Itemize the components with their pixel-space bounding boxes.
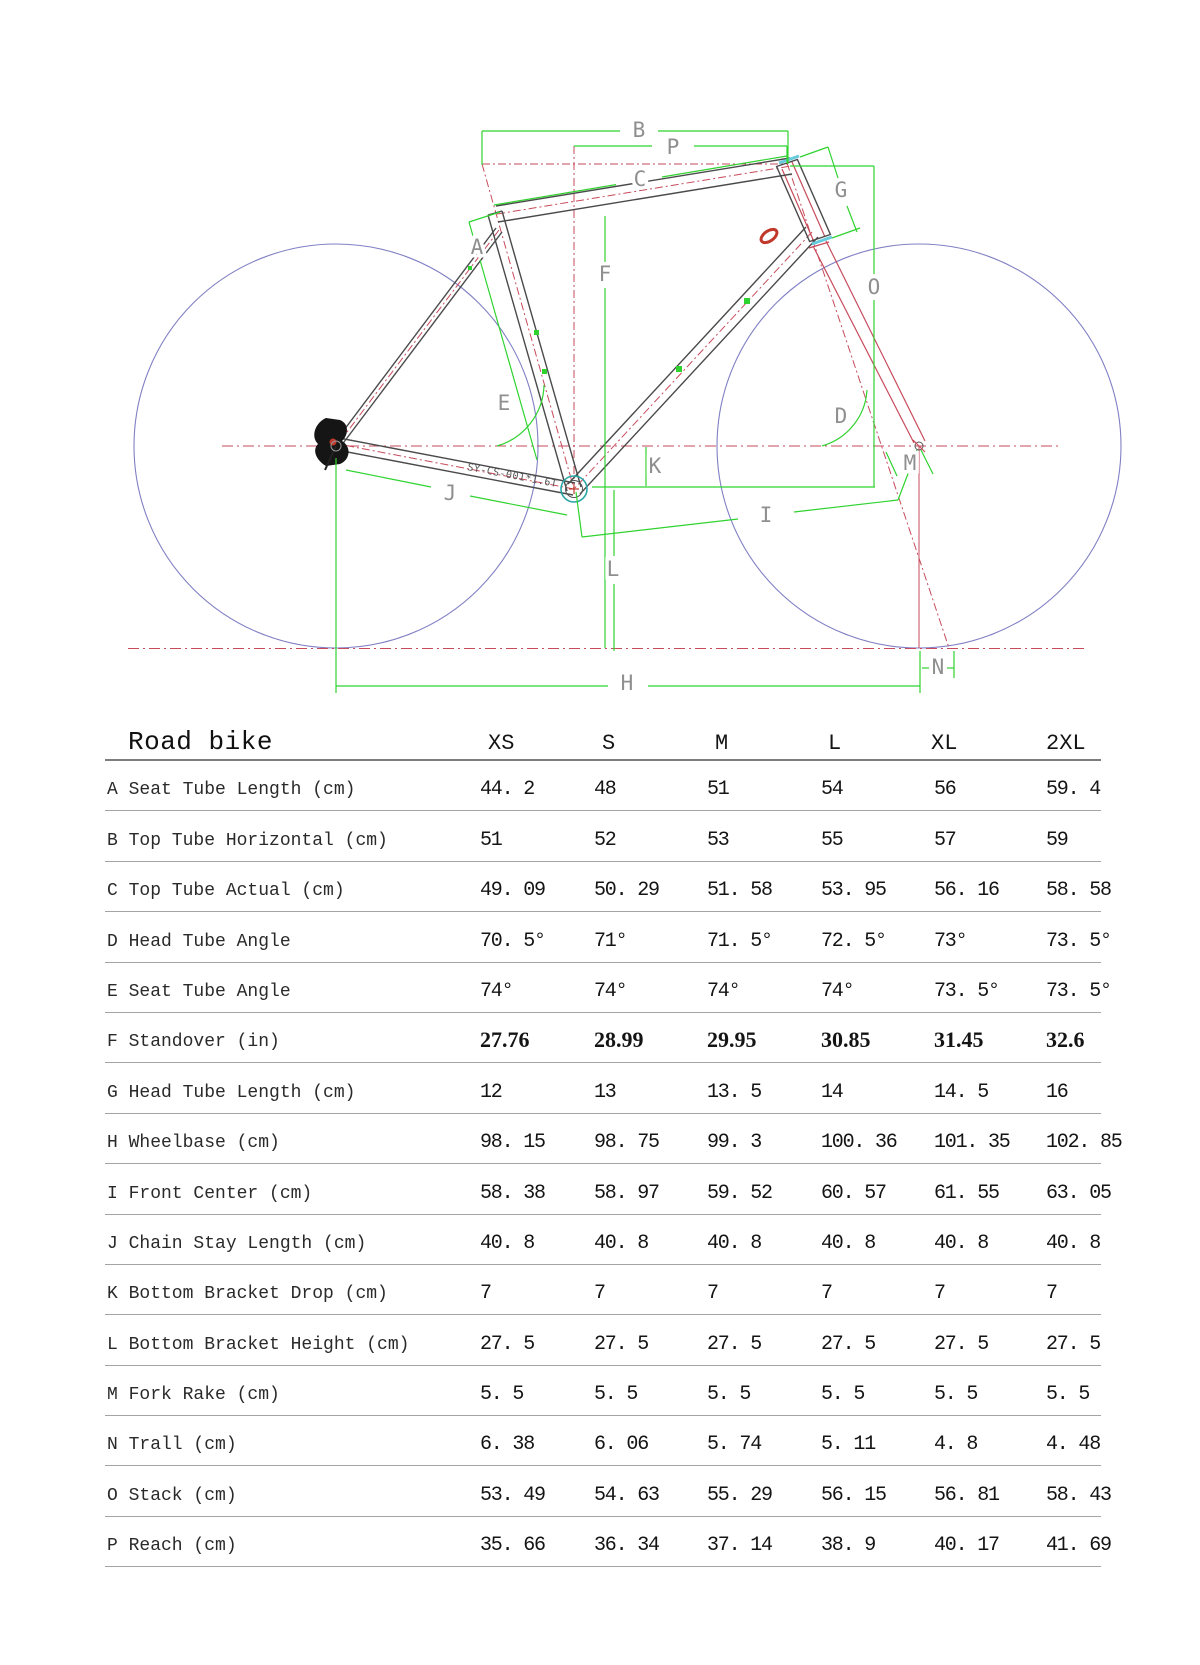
- table-row: [105, 963, 1111, 1013]
- cell-value: 73. 5°: [1046, 979, 1111, 1003]
- row-label: I Front Center (cm): [107, 1183, 313, 1204]
- cell-value: 4. 48: [1046, 1433, 1101, 1457]
- row-label: O Stack (cm): [107, 1485, 237, 1506]
- cell-value: 40. 17: [934, 1534, 999, 1558]
- label-O: O: [867, 275, 881, 299]
- cell-value: 56. 16: [934, 879, 999, 903]
- label-K: K: [648, 454, 662, 478]
- cell-value: 58. 58: [1046, 879, 1111, 903]
- cell-value: 5. 5: [707, 1383, 751, 1407]
- cell-value: 73°: [934, 929, 967, 953]
- label-L: L: [606, 557, 620, 581]
- label-A: A: [470, 235, 484, 259]
- cell-value: 6. 06: [594, 1433, 649, 1457]
- table-row: [105, 1114, 1122, 1164]
- cell-value: 58. 43: [1046, 1483, 1111, 1507]
- cell-value: 61. 55: [934, 1181, 999, 1205]
- row-label: H Wheelbase (cm): [107, 1133, 280, 1154]
- cell-value: 35. 66: [480, 1534, 545, 1558]
- bottom-bracket: [561, 476, 587, 502]
- cell-value: 101. 35: [934, 1131, 1010, 1155]
- cell-value: 51. 58: [707, 879, 772, 903]
- chainstay-part-number: SY-CS-001*1.6T: [466, 462, 559, 491]
- cell-value: 5. 5: [594, 1383, 638, 1407]
- row-label: M Fork Rake (cm): [107, 1385, 280, 1406]
- cell-value: 13. 5: [707, 1080, 762, 1104]
- cell-value: 27. 5: [707, 1332, 762, 1356]
- cell-value: 60. 57: [821, 1181, 886, 1205]
- cell-value: 40. 8: [480, 1231, 535, 1255]
- cell-value: 54. 63: [594, 1483, 659, 1507]
- size-column-header: S: [602, 731, 616, 756]
- cell-value: 70. 5°: [480, 929, 545, 953]
- cell-value: 13: [594, 1080, 616, 1104]
- cell-value: 53. 95: [821, 879, 886, 903]
- cell-value: 98. 15: [480, 1131, 545, 1155]
- cell-value: 14. 5: [934, 1080, 989, 1104]
- cell-value: 98. 75: [594, 1131, 659, 1155]
- cell-value: 59. 52: [707, 1181, 772, 1205]
- label-F: F: [598, 262, 612, 286]
- label-E: E: [497, 391, 511, 415]
- cell-value: 28.99: [594, 1027, 644, 1053]
- page-title: Road bike: [128, 727, 273, 757]
- row-label: G Head Tube Length (cm): [107, 1082, 356, 1103]
- label-H: H: [620, 671, 634, 695]
- cell-value: 56: [934, 778, 956, 802]
- cell-value: 38. 9: [821, 1534, 876, 1558]
- table-row: [105, 1466, 1111, 1516]
- cell-value: 12: [480, 1080, 502, 1104]
- cell-value: 54: [821, 778, 843, 802]
- row-label: A Seat Tube Length (cm): [107, 780, 356, 801]
- table-row: [105, 1416, 1101, 1466]
- size-column-header: M: [715, 731, 729, 756]
- row-label: J Chain Stay Length (cm): [107, 1233, 367, 1254]
- cell-value: 48: [594, 778, 616, 802]
- label-C: C: [633, 167, 647, 191]
- cell-value: 74°: [480, 979, 513, 1003]
- size-column-header: 2XL: [1046, 731, 1086, 756]
- cell-value: 51: [480, 828, 502, 852]
- cell-value: 27. 5: [480, 1332, 535, 1356]
- cell-value: 56. 81: [934, 1483, 999, 1507]
- cell-value: 71. 5°: [707, 929, 772, 953]
- cell-value: 51: [707, 778, 729, 802]
- table-row: [105, 1366, 1101, 1416]
- label-P: P: [666, 135, 680, 159]
- cell-value: 7: [934, 1282, 945, 1306]
- cell-value: 5. 5: [821, 1383, 865, 1407]
- label-I: I: [759, 503, 773, 527]
- table-row: [105, 1265, 1101, 1315]
- table-row: [105, 862, 1111, 912]
- cell-value: 5. 74: [707, 1433, 762, 1457]
- label-D: D: [834, 404, 848, 428]
- cell-value: 58. 97: [594, 1181, 659, 1205]
- cell-value: 50. 29: [594, 879, 659, 903]
- seat-stay: [341, 232, 502, 446]
- cable-guide: [759, 227, 779, 246]
- cell-value: 57: [934, 828, 956, 852]
- table-row: [105, 1315, 1101, 1365]
- cell-value: 7: [821, 1282, 832, 1306]
- cell-value: 7: [480, 1282, 491, 1306]
- cell-value: 7: [594, 1282, 605, 1306]
- cell-value: 71°: [594, 929, 627, 953]
- cell-value: 40. 8: [594, 1231, 649, 1255]
- cell-value: 27.76: [480, 1027, 530, 1053]
- row-label: L Bottom Bracket Height (cm): [107, 1334, 410, 1355]
- row-label: E Seat Tube Angle: [107, 981, 291, 1002]
- table-row: [105, 761, 1101, 811]
- cell-value: 44. 2: [480, 778, 535, 802]
- row-label: P Reach (cm): [107, 1536, 237, 1557]
- label-J: J: [443, 481, 457, 505]
- cell-value: 58. 38: [480, 1181, 545, 1205]
- row-label: B Top Tube Horizontal (cm): [107, 830, 388, 851]
- cell-value: 5. 5: [480, 1383, 524, 1407]
- geometry-table: [105, 712, 1122, 1567]
- cell-value: 4. 8: [934, 1433, 978, 1457]
- cell-value: 100. 36: [821, 1131, 897, 1155]
- cell-value: 5. 11: [821, 1433, 876, 1457]
- cell-value: 40. 8: [934, 1231, 989, 1255]
- cell-value: 55: [821, 828, 843, 852]
- size-column-header: XS: [488, 731, 515, 756]
- fork: [782, 162, 925, 443]
- cell-value: 30.85: [821, 1027, 871, 1053]
- cell-value: 56. 15: [821, 1483, 886, 1507]
- cell-value: 27. 5: [821, 1332, 876, 1356]
- cell-value: 63. 05: [1046, 1181, 1111, 1205]
- cell-value: 27. 5: [1046, 1332, 1101, 1356]
- cell-value: 5. 5: [1046, 1383, 1090, 1407]
- cell-value: 74°: [707, 979, 740, 1003]
- cell-value: 31.45: [934, 1027, 984, 1053]
- cell-value: 40. 8: [1046, 1231, 1101, 1255]
- size-column-header: XL: [931, 731, 958, 756]
- cell-value: 74°: [821, 979, 854, 1003]
- cell-value: 49. 09: [480, 879, 545, 903]
- head-tube: [777, 160, 831, 242]
- table-row: [105, 811, 1101, 861]
- label-N: N: [931, 655, 945, 679]
- cell-value: 74°: [594, 979, 627, 1003]
- table-row: [105, 1215, 1101, 1265]
- table-row: [105, 1517, 1111, 1567]
- size-column-header: L: [828, 731, 842, 756]
- cell-value: 7: [707, 1282, 718, 1306]
- cell-value: 73. 5°: [1046, 929, 1111, 953]
- row-label: K Bottom Bracket Drop (cm): [107, 1284, 388, 1305]
- cell-value: 6. 38: [480, 1433, 535, 1457]
- label-M: M: [903, 451, 917, 475]
- cell-value: 53: [707, 828, 729, 852]
- cell-value: 40. 8: [707, 1231, 762, 1255]
- table-row: [105, 912, 1111, 962]
- table-row: [105, 1063, 1101, 1113]
- cell-value: 53. 49: [480, 1483, 545, 1507]
- cell-value: 7: [1046, 1282, 1057, 1306]
- table-header-row: [105, 712, 1101, 761]
- bike-geometry-diagram: [0, 0, 1200, 712]
- rear-derailleur: [314, 418, 348, 470]
- seat-tube: [488, 215, 567, 491]
- label-G: G: [834, 178, 848, 202]
- cell-value: 73. 5°: [934, 979, 999, 1003]
- cell-value: 99. 3: [707, 1131, 762, 1155]
- dimension-labels: [444, 118, 945, 695]
- cell-value: 27. 5: [594, 1332, 649, 1356]
- cell-value: 52: [594, 828, 616, 852]
- cell-value: 29.95: [707, 1027, 757, 1053]
- cell-value: 72. 5°: [821, 929, 886, 953]
- cell-value: 14: [821, 1080, 843, 1104]
- cell-value: 27. 5: [934, 1332, 989, 1356]
- cell-value: 59: [1046, 828, 1068, 852]
- cell-value: 41. 69: [1046, 1534, 1111, 1558]
- row-label: C Top Tube Actual (cm): [107, 881, 345, 902]
- cell-value: 16: [1046, 1080, 1068, 1104]
- cell-value: 102. 85: [1046, 1131, 1122, 1155]
- cell-value: 36. 34: [594, 1534, 659, 1558]
- cell-value: 32.6: [1046, 1027, 1085, 1053]
- row-label: F Standover (in): [107, 1032, 280, 1053]
- cell-value: 37. 14: [707, 1534, 772, 1558]
- row-label: D Head Tube Angle: [107, 931, 291, 952]
- label-B: B: [632, 118, 646, 142]
- table-row: [105, 1164, 1111, 1214]
- row-label: N Trall (cm): [107, 1435, 237, 1456]
- cell-value: 5. 5: [934, 1383, 978, 1407]
- cell-value: 55. 29: [707, 1483, 772, 1507]
- table-row: [105, 1013, 1101, 1063]
- cell-value: 40. 8: [821, 1231, 876, 1255]
- cell-value: 59. 4: [1046, 778, 1101, 802]
